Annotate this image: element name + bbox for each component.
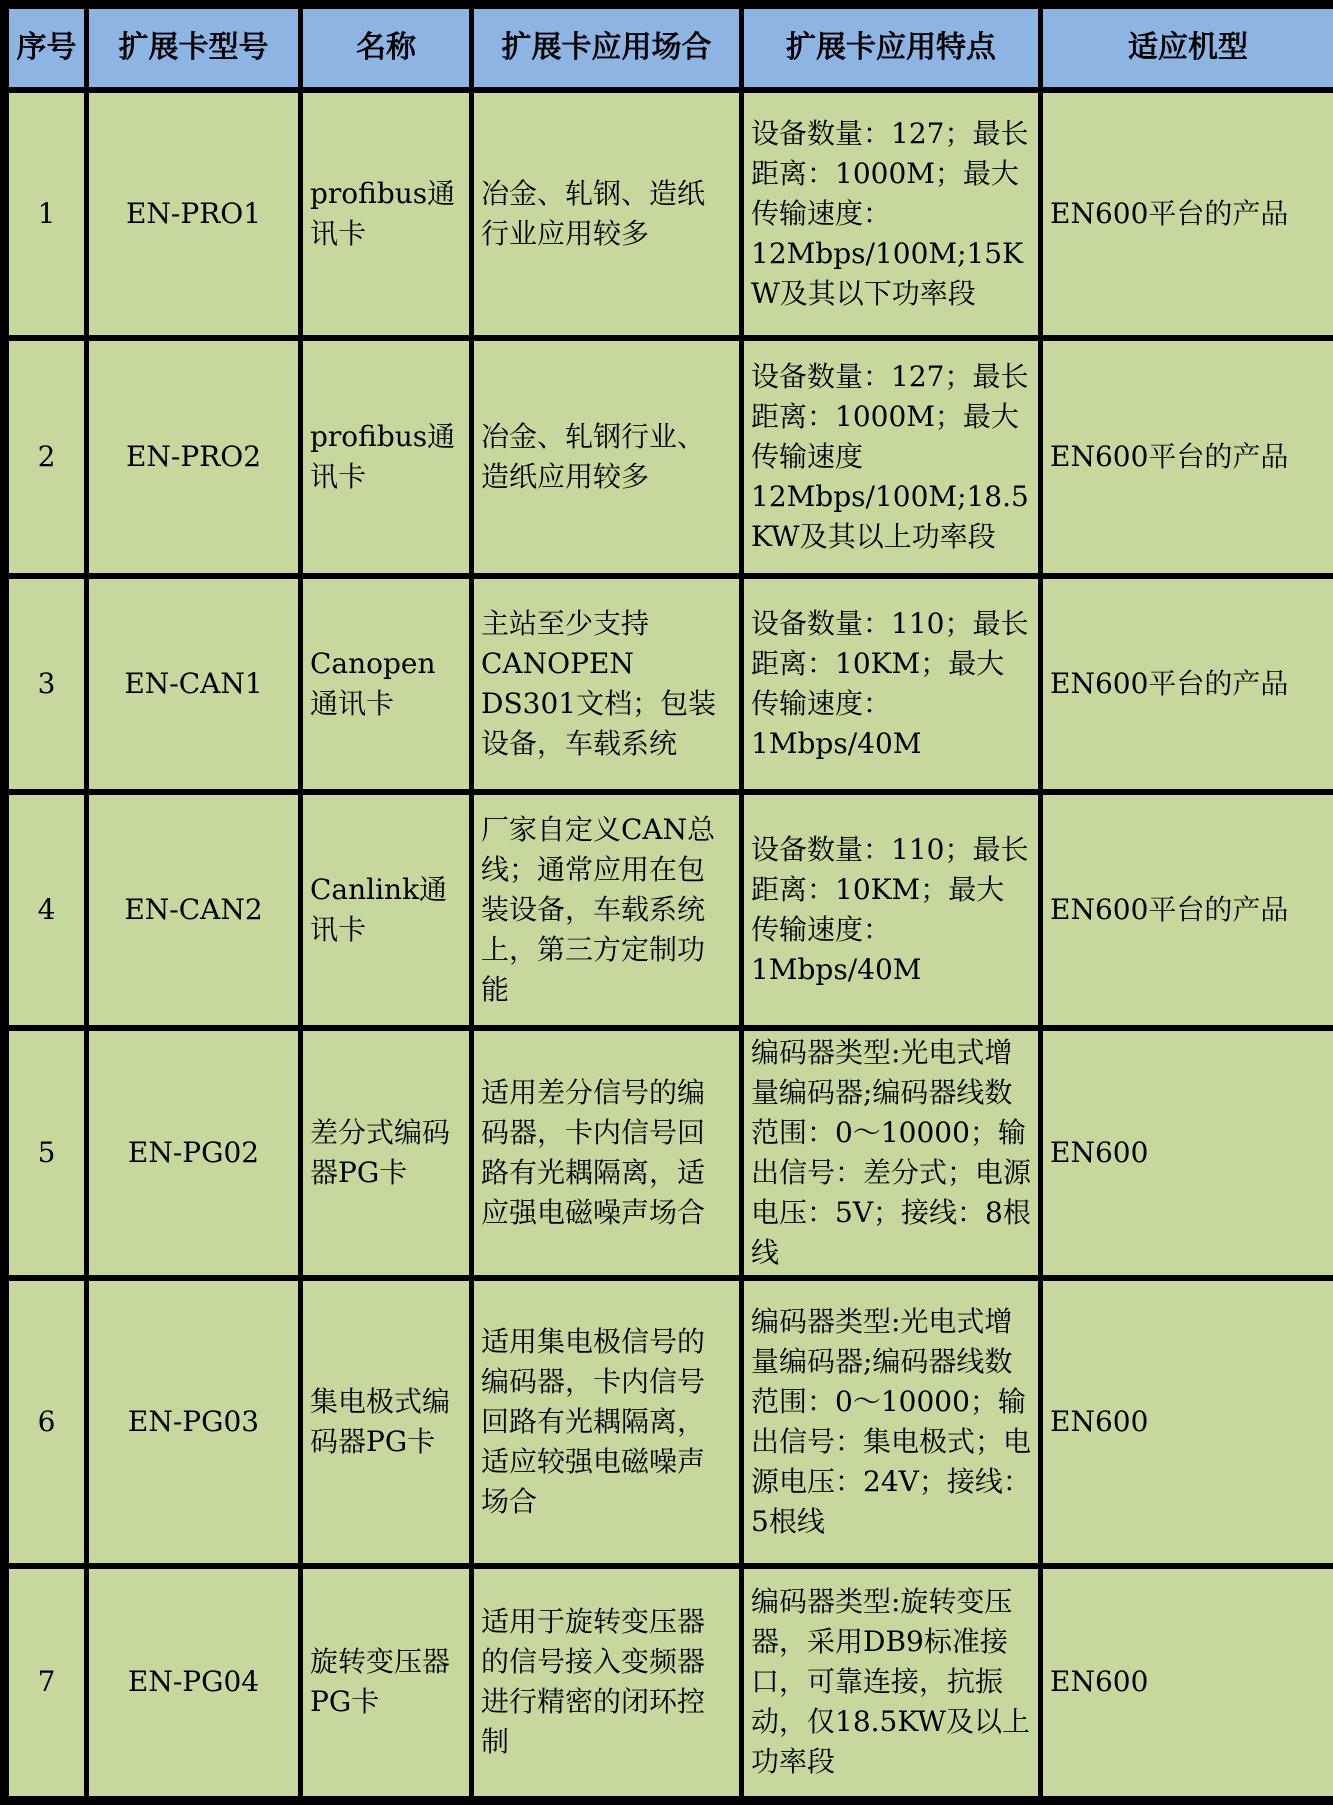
table-row xyxy=(5,1028,1333,1278)
header-cell-application: 扩展卡应用场合 xyxy=(472,5,742,90)
header-row xyxy=(5,5,1333,90)
cell-application: 适用差分信号的编码器，卡内信号回路有光耦隔离，适应强电磁噪声场合 xyxy=(472,1028,742,1278)
cell-no: 3 xyxy=(5,576,87,792)
cell-model: EN-PG03 xyxy=(87,1278,301,1566)
cell-model: EN-CAN1 xyxy=(87,576,301,792)
cell-platform: EN600平台的产品 xyxy=(1041,792,1333,1028)
cell-no: 6 xyxy=(5,1278,87,1566)
table-row xyxy=(5,792,1333,1028)
table-row xyxy=(5,1566,1333,1801)
cell-model: EN-PRO2 xyxy=(87,338,301,576)
cell-name: Canlink通讯卡 xyxy=(301,792,472,1028)
cell-platform: EN600平台的产品 xyxy=(1041,576,1333,792)
cell-application: 厂家自定义CAN总线；通常应用在包装设备，车载系统上，第三方定制功能 xyxy=(472,792,742,1028)
cell-platform: EN600 xyxy=(1041,1566,1333,1801)
cell-platform: EN600 xyxy=(1041,1278,1333,1566)
cell-features: 设备数量：110；最长距离：10KM；最大传输速度：1Mbps/40M xyxy=(742,576,1041,792)
cell-application: 冶金、轧钢行业、造纸应用较多 xyxy=(472,338,742,576)
cell-model: EN-PG04 xyxy=(87,1566,301,1801)
cell-model: EN-CAN2 xyxy=(87,792,301,1028)
cell-name: Canopen通讯卡 xyxy=(301,576,472,792)
cell-features: 设备数量：127；最长距离：1000M；最大传输速度 12Mbps/100M;18.5KW及其以上功率段 xyxy=(742,338,1041,576)
cell-application: 主站至少支持CANOPEN DS301文档；包装设备，车载系统 xyxy=(472,576,742,792)
table-row xyxy=(5,1278,1333,1566)
cell-no: 2 xyxy=(5,338,87,576)
cell-features: 编码器类型:旋转变压器，采用DB9标准接口，可靠连接，抗振动，仅18.5KW及以上功率段 xyxy=(742,1566,1041,1801)
cell-name: profibus通讯卡 xyxy=(301,338,472,576)
header-cell-no: 序号 xyxy=(5,5,87,90)
cell-features: 设备数量：127；最长距离：1000M；最大传输速度：12Mbps/100M;15KW及其以下功率段 xyxy=(742,90,1041,338)
table-row xyxy=(5,90,1333,338)
cell-features: 编码器类型:光电式增量编码器;编码器线数范围：0～10000；输出信号：差分式；电源电压：5V；接线：8根线 xyxy=(742,1028,1041,1278)
header-cell-name: 名称 xyxy=(301,5,472,90)
cell-no: 5 xyxy=(5,1028,87,1278)
cell-name: 差分式编码器PG卡 xyxy=(301,1028,472,1278)
cell-name: 旋转变压器PG卡 xyxy=(301,1566,472,1801)
cell-features: 设备数量：110；最长距离：10KM；最大传输速度：1Mbps/40M xyxy=(742,792,1041,1028)
cell-name: 集电极式编码器PG卡 xyxy=(301,1278,472,1566)
cell-name: profibus通讯卡 xyxy=(301,90,472,338)
cell-model: EN-PRO1 xyxy=(87,90,301,338)
cell-platform: EN600平台的产品 xyxy=(1041,338,1333,576)
cell-features: 编码器类型:光电式增量编码器;编码器线数范围：0～10000；输出信号：集电极式；电源电压：24V；接线：5根线 xyxy=(742,1278,1041,1566)
cell-application: 适用集电极信号的编码器，卡内信号回路有光耦隔离，适应较强电磁噪声场合 xyxy=(472,1278,742,1566)
header-cell-platform: 适应机型 xyxy=(1041,5,1333,90)
cell-no: 4 xyxy=(5,792,87,1028)
cell-model: EN-PG02 xyxy=(87,1028,301,1278)
table-row xyxy=(5,338,1333,576)
header-cell-features: 扩展卡应用特点 xyxy=(742,5,1041,90)
cell-application: 适用于旋转变压器的信号接入变频器进行精密的闭环控制 xyxy=(472,1566,742,1801)
cell-no: 1 xyxy=(5,90,87,338)
cell-platform: EN600 xyxy=(1041,1028,1333,1278)
table-row xyxy=(5,576,1333,792)
cell-platform: EN600平台的产品 xyxy=(1041,90,1333,338)
cell-no: 7 xyxy=(5,1566,87,1801)
header-cell-model: 扩展卡型号 xyxy=(87,5,301,90)
cell-application: 冶金、轧钢、造纸行业应用较多 xyxy=(472,90,742,338)
